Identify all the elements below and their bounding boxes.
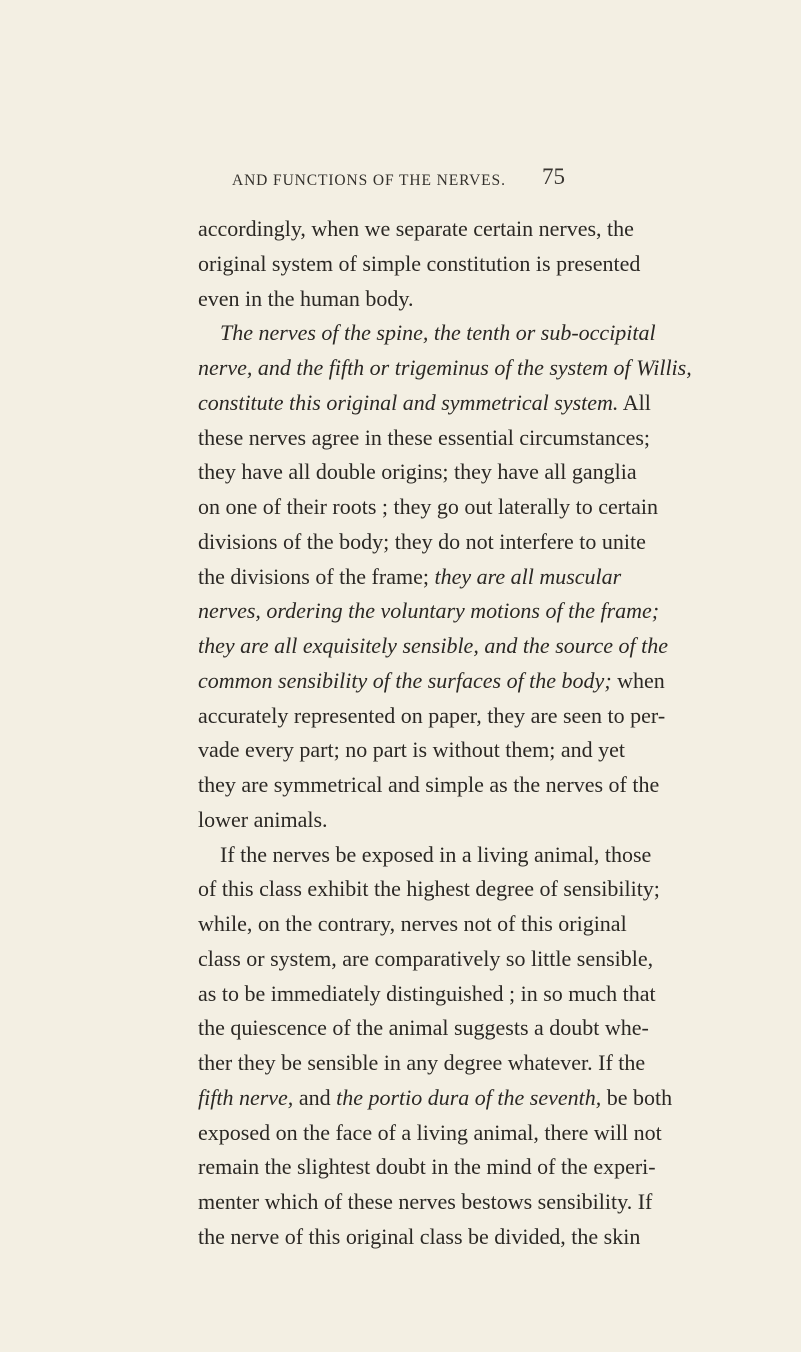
text-segment: the divisions of the frame; [198,563,435,589]
text-line [198,664,665,699]
italic-text: the portio dura of the seventh, [336,1084,602,1110]
text-segment: and [293,1084,337,1110]
text-line [198,386,651,421]
text-line [198,525,646,560]
text-segment: lower animals. [198,806,328,832]
text-line [198,1220,641,1255]
text-segment: divisions of the body; they do not interfere to unite [198,528,646,554]
italic-text: fifth nerve, [198,1084,294,1110]
text-line [198,1116,662,1151]
text-segment: exposed on the face of a living animal, there will not [198,1119,662,1145]
text-line [198,594,660,629]
body-text [198,212,692,1255]
text-segment: menter which of these nerves bestows sensibility. If [198,1189,653,1214]
italic-text: nerves, ordering the voluntary motions of the frame; [198,598,660,624]
page-number: 75 [542,164,565,189]
italic-text: The nerves of the spine, the tenth or sub-occipital [220,320,656,346]
text-line [198,1081,673,1116]
text-segment: when [611,667,665,693]
text-line [198,872,660,907]
text-line [198,733,626,768]
text-segment: on one of their roots ; they go out laterally to certain [198,494,659,519]
text-line [198,351,692,386]
text-line [198,768,660,803]
text-segment: even in the human body. [198,285,414,311]
italic-text: constitute this original and symmetrical system. [198,389,619,415]
text-segment: accordingly, when we separate certain nerves, the [198,216,634,241]
text-line [198,490,659,525]
text-segment: original system of simple constitution is presented [198,250,641,276]
text-line [198,629,669,664]
text-segment: If the nerves be exposed in a living animal, those [220,841,652,867]
text-segment: they are symmetrical and simple as the nerves of the [198,772,660,797]
text-segment: accurately represented on paper, they are seen to per- [198,702,666,728]
text-segment: the nerve of this original class be divided, the skin [198,1223,641,1249]
text-line [198,560,622,595]
text-segment: as to be immediately distinguished ; in so much that [198,980,656,1006]
text-line [198,1046,646,1081]
text-line [198,421,651,456]
text-segment: be both [601,1084,673,1110]
text-segment: while, on the contrary, nerves not of this original [198,911,627,936]
text-line [198,282,580,317]
text-line [198,247,641,282]
text-segment: they have all double origins; they have all ganglia [198,459,637,485]
text-segment: of this class exhibit the highest degree of sensibility; [198,876,660,902]
text-segment: remain the slightest doubt in the mind of the experi- [198,1154,656,1180]
text-line [198,803,580,838]
text-segment: vade every part; no part is without them; and yet [198,737,626,763]
italic-text: common sensibility of the surfaces of the body; [198,667,612,693]
italic-text: they are all muscular [434,563,622,589]
text-line [198,977,656,1012]
text-line [198,942,654,977]
italic-text: nerve, and the fifth or trigeminus of the system of Willis, [198,355,692,380]
text-segment: these nerves agree in these essential circumstances; [198,424,651,450]
running-head: AND FUNCTIONS OF THE NERVES. [232,172,506,189]
text-segment: ther they be sensible in any degree whatever. If the [198,1050,646,1075]
text-line [198,1011,649,1046]
text-line [198,907,627,942]
text-line [198,316,656,351]
text-line [198,1185,653,1220]
text-line [198,1150,656,1185]
text-segment: the quiescence of the animal suggests a doubt whe- [198,1015,649,1041]
text-line [198,838,652,873]
text-segment: class or system, are comparatively so little sensible, [198,945,654,971]
italic-text: they are all exquisitely sensible, and the source of the [198,633,669,658]
text-line [198,699,666,734]
text-line [198,455,637,490]
text-segment: All [618,389,651,415]
text-line [198,212,634,247]
